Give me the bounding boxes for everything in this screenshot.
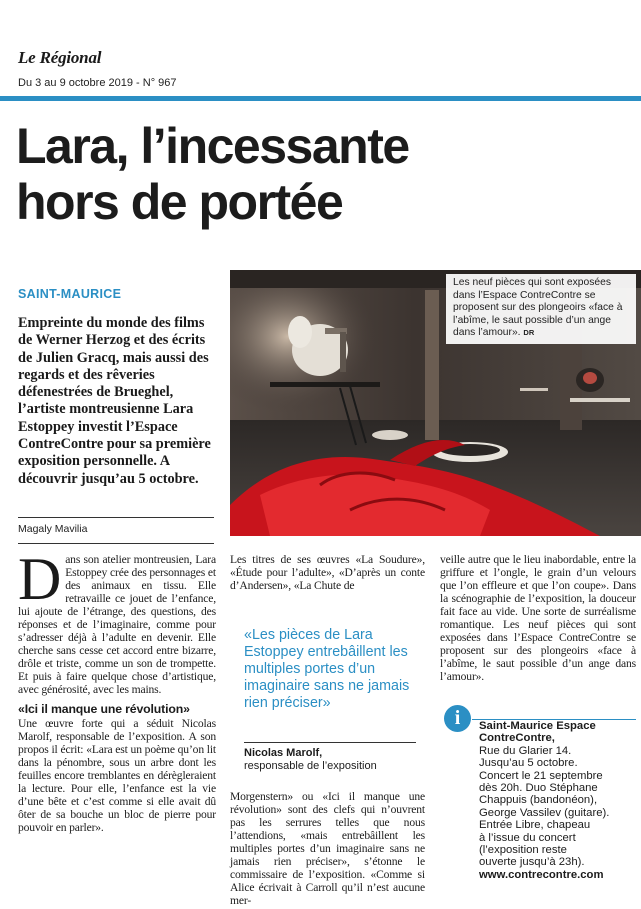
pull-quote-role: responsable de l’exposition — [244, 760, 377, 772]
info-venue: Saint-Maurice Espace ContreContre, — [479, 720, 596, 745]
body-column-2-bottom — [230, 790, 425, 907]
pull-quote: «Les pièces de Lara Estoppey entrebâillent les multiples portes d’un imaginaire sans ne jamais rien préciser» — [244, 627, 410, 711]
info-website-link[interactable]: www.contrecontre.com — [479, 868, 604, 881]
caption-text: Les neuf pièces qui sont exposées dans l’Espace ContreContre se proposent sur des plongeoirs «face à l’abîme, le saut possible d’un ange dans l’amour». — [453, 277, 623, 339]
article-byline: Magaly Mavilia — [18, 523, 88, 535]
body-column-2-top — [230, 553, 425, 592]
article-headline — [16, 118, 536, 230]
pull-quote-attribution — [244, 747, 377, 773]
info-icon: i — [444, 705, 471, 732]
info-line: Chappuis (bandonéon), — [479, 794, 598, 807]
body-column-1 — [18, 546, 216, 834]
byline-divider — [18, 517, 214, 518]
photo-caption — [446, 274, 636, 344]
body-paragraph: veille autre que le lieu inabordable, entre la griffure et l’ongle, le grain d’un velours que l’on effleure et que l’on coupe». Dans la scénographie de l’exposition, la douceur fait face au vide. Une sorte de surréalisme romantique. Les neuf pièces qui sont exposées dans l’Espace ContreContre se proposent sur des plongeoirs «face à l’abîme, le saut possible d’un ange dans l’amour». — [440, 553, 636, 683]
body-paragraph: ans son atelier montreusien, Lara Estoppey crée des personnages et des animaux en tissu. Elle retravaille ce jouet de l’enfance, lui ajoute de l’étrange, des questions, des réponses et de l’imaginaire, comme pour s’adresser déjà à l’adulte en devenir. Elle cherche sans cesse cet accord entre bizarre, drôle et triste, comme un son de trompette. Et puis à faire quelque chose d’artistique, avec générosité, avec les mains. — [18, 553, 216, 696]
info-line: ouverte jusqu’à 23h). — [479, 856, 585, 869]
newspaper-masthead: Le Régional — [18, 48, 102, 67]
body-paragraph: Une œuvre forte qui a séduit Nicolas Marolf, responsable de l’exposition. A son propos il écrit: «Lara est un poème qu’on lit dans la pénombre, sous un arbre dont les feuilles encore tremblantes en dérègleraient la lecture. Pour elle, l’enfance est la vie d’une bête et c’est comme si elle avait dû ôter de sa bouche un bloc de pierre pour pouvoir en parler». — [18, 717, 216, 834]
photo-credit: DR — [523, 328, 535, 338]
info-line: à l’issue du concert — [479, 831, 576, 844]
info-line: Jusqu’au 5 octobre. — [479, 757, 578, 770]
practical-info-box — [479, 720, 637, 881]
header-rule — [0, 96, 641, 101]
headline-line-2: hors de portée — [16, 174, 343, 230]
info-line: (l’exposition reste — [479, 844, 567, 857]
info-line: George Vassilev (guitare). — [479, 806, 610, 819]
body-subhead: «Ici il manque une révolution» — [18, 702, 190, 716]
dropcap: D — [18, 546, 62, 612]
body-column-3 — [440, 553, 636, 683]
section-label: SAINT-MAURICE — [18, 287, 122, 301]
body-paragraph: Morgenstern» ou «Ici il manque une révolution» sont des clefs qui n’ouvrent pas les serrures telles que nous l’attendions, «mais entrebâillent les multiples portes d’un imaginaire sans ne jamais rien préciser», s’étonne le commissaire de l’exposition. «Comme si Alice écrivait à Carroll qu’il n’est aucune mer- — [230, 790, 425, 907]
pull-quote-divider — [244, 742, 416, 743]
body-paragraph: Les titres de ses œuvres «La Soudure», «Étude pour l’adulte», «D’après un conte d’Andersen», «La Chute de — [230, 553, 425, 592]
info-line: Rue du Glarier 14. — [479, 744, 572, 757]
info-line: Concert le 21 septembre — [479, 769, 603, 782]
pull-quote-author: Nicolas Marolf, — [244, 747, 323, 759]
info-line: dès 20h. Duo Stéphane — [479, 782, 598, 795]
info-line: Entrée Libre, chapeau — [479, 819, 591, 832]
byline-divider — [18, 543, 214, 544]
article-lede: Empreinte du monde des films de Werner Herzog et des écrits de Julien Gracq, mais aussi des regards et des rêveries défenestrées de Brueghel, l’artiste montreusienne Lara Estoppey investit l’Espace ContreContre pour sa première exposition personnelle. A découvrir jusqu’au 5 octobre. — [18, 315, 211, 487]
headline-line-1: Lara, l’incessante — [16, 118, 409, 174]
issue-dateline: Du 3 au 9 octobre 2019 - N° 967 — [18, 77, 177, 89]
